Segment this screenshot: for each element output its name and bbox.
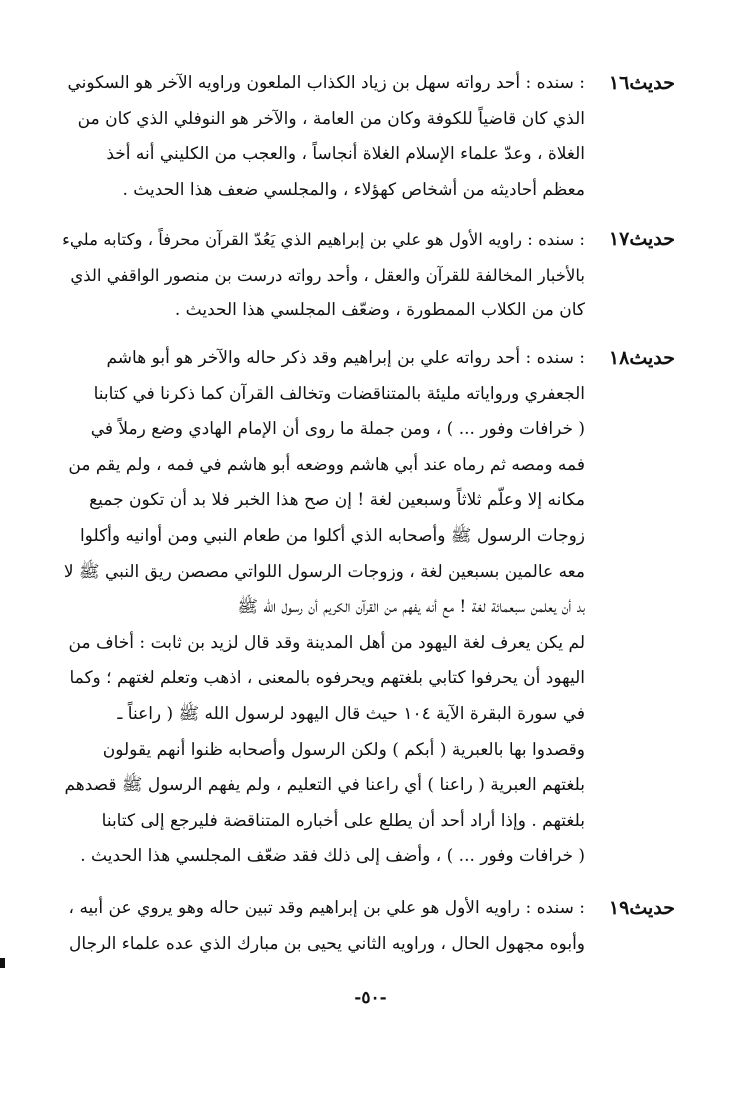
text-line: زوجات الرسول ﷺ وأصحابه الذي أكلوا من طعام النبي ومن أوانيه وأكلوا [79,525,585,546]
text-line: وقصدوا بها بالعبرية ( أبكم ) ولكن الرسول وأصحابه ظنوا أنهم يقولون [102,739,585,760]
text-line: مكانه إلا وعلّم ثلاثاً وسبعين لغة ! إن صح هذا الخبر فلا بد أن تكون جميع [89,490,585,511]
text-line: بالأخبار المخالفة للقرآن والعقل ، وأحد رواته درست بن منصور الواقفي الذي [70,265,585,285]
text-line: ( خرافات وفور ... ) ، ومن جملة ما روى أن الإمام الهادي وضع رملاً في [90,419,585,440]
margin-mark [0,958,5,968]
text-line: معه عالمين بسبعين لغة ، وزوجات الرسول اللواتي مصصن ريق النبي ﷺ لا [63,561,585,582]
hadith-text [59,891,585,962]
text-line: اليهود أن يحرفوا كتابي بلغتهم ويحرفوه بالمعنى ، اذهب وتعلم لغتهم ؛ وكما [69,668,585,689]
text-line: : سنده : أحد رواته سهل بن زياد الكذاب الملعون وراويه الآخر هو السكوني [67,73,585,93]
text-line: معظم أحاديثه من أشخاص كهؤلاء ، والمجلسي ضعف هذا الحديث . [122,179,585,200]
hadith-label: حديث١٩ [608,897,675,919]
text-line: بلغتهم العبرية ( راعنا ) أي راعنا في التعليم ، ولم يفهم الرسول ﷺ قصدهم [64,775,585,796]
hadith-entry-16 [59,66,675,208]
text-line: في سورة البقرة الآية ١٠٤ حيث قال اليهود لرسول الله ﷺ ( راعناً ـ [117,703,585,724]
hadith-text [59,66,585,208]
text-line: : سنده : أحد رواته علي بن إبراهيم وقد ذكر حاله والآخر هو أبو هاشم [106,348,585,368]
page-number: -٥٠- [354,988,387,1008]
text-line: بد أن يعلمن سبعمائة لغة ! مع أنه يفهم من القرآن الكريم أن رسول الله ﷺ [237,597,585,618]
text-line: كان من الكلاب الممطورة ، وضعّف المجلسي هذا الحديث . [174,300,585,321]
hadith-text [59,341,585,875]
text-line: الجعفري ورواياته مليئة بالمتناقضات وتخالف القرآن كما ذكرنا في كتابنا [93,383,585,404]
text-line: : سنده : راويه الأول هو علي بن إبراهيم وقد تبين حاله وهو يروي عن أبيه ، [68,898,585,918]
text-line: ( خرافات وفور ... ) ، وأضف إلى ذلك فقد ضعّف المجلسي هذا الحديث . [80,846,585,867]
text-line: وأبوه مجهول الحال ، وراويه الثاني يحيى بن مبارك الذي عده علماء الرجال [69,933,585,954]
hadith-label: حديث١٧ [608,228,675,250]
text-line: الذي كان قاضياً للكوفة وكان من العامة ، والآخر هو النوفلي الذي كان من [77,108,585,129]
hadith-label: حديث١٨ [608,347,675,369]
hadith-entry-18 [59,341,675,875]
text-line: لم يكن يعرف لغة اليهود من أهل المدينة وقد قال لزيد بن ثابت : أخاف من [68,632,585,653]
text-line: فمه ومصه ثم رماه عند أبي هاشم ووضعه أبو هاشم في فمه ، ولم يقم من [68,454,585,475]
text-line: الغلاة ، وعدّ علماء الإسلام الغلاة أنجاساً ، والعجب من الكليني أنه أخذ [106,144,585,165]
text-line: : سنده : راويه الأول هو علي بن إبراهيم الذي يَعُدّ القرآن محرفاً ، وكتابه مليء [62,230,585,249]
hadith-label: حديث١٦ [608,72,675,94]
hadith-text [59,222,585,329]
hadith-entry-17 [59,222,675,329]
hadith-entry-19 [59,891,675,962]
text-line: بلغتهم . وإذا أراد أحد أن يطلع على أخباره المتناقضة فليرجع إلى كتابنا [101,810,585,831]
